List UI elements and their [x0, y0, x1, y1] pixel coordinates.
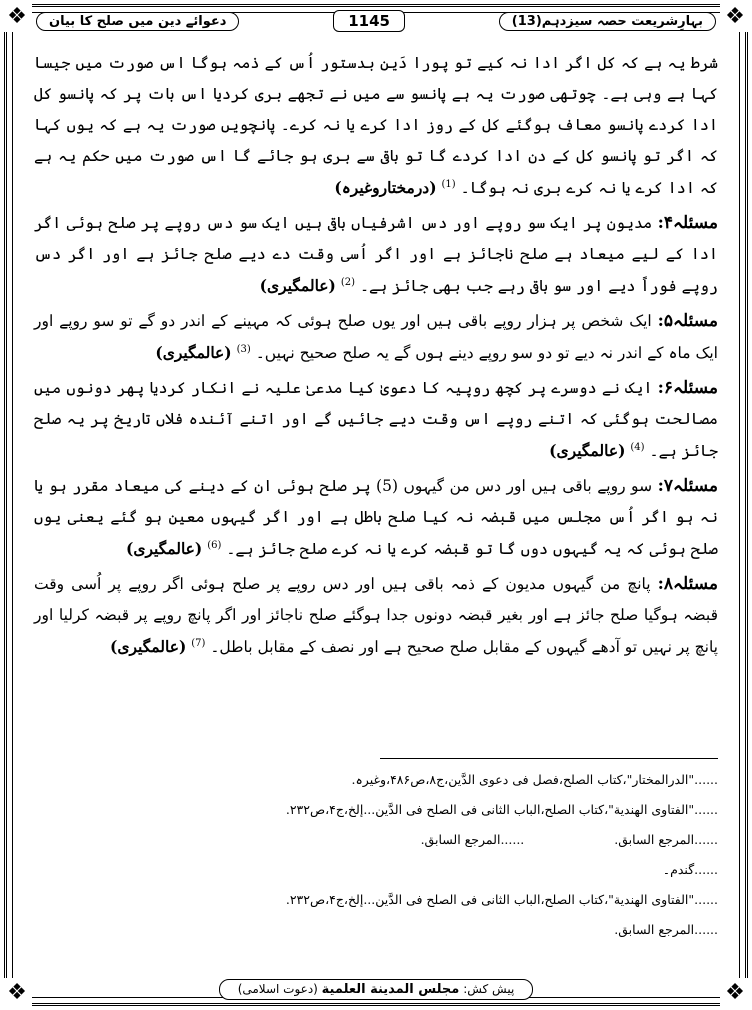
- citation: (عالمگیری): [549, 441, 626, 460]
- footnote-marker: (4): [630, 441, 645, 453]
- paragraph-text: ایک نے دوسرے پر کچھ روپیہ کا دعویٰ کیا مدعیٰ علیہ نے انکار کردیا پھر دونوں میں مصالحت ہوگئی کہ اتنے روپے اس وقت دیے جائیں گے اور اتنے آئندہ فلاں تاریخ پر یہ صلح جائز ہے۔: [34, 379, 718, 460]
- publisher-name: مجلس المدینة العلمیة: [321, 981, 460, 997]
- footnote: ......المرجع السابق.: [614, 922, 718, 937]
- masala-label: مسئلہ۸:: [657, 574, 718, 594]
- paragraph: [34, 471, 718, 565]
- paragraph-text: مدیون پر ایک سو روپے اور دس اشرفیاں باقی ہیں ایک سو دس روپے پر صلح ہوئی اگر ادا کے لیے میعاد ہے صلح ناجائز ہے اور اگر اُسی وقت دے دیے صلح جائز ہے اور اگر دس روپے فوراً دیے اور سو باقی رہے جب بھی جائز ہے۔: [34, 214, 718, 295]
- book-title: بہارِشریعت حصہ سیزدہم(13): [499, 12, 716, 31]
- main-text: [34, 48, 718, 667]
- footnote: ......گندم۔: [662, 862, 718, 877]
- citation: (عالمگیری): [126, 539, 203, 558]
- masala-label: مسئلہ۷:: [657, 476, 718, 496]
- paragraph: [34, 569, 718, 663]
- masala-label: مسئلہ۶:: [657, 378, 719, 398]
- footnote-marker: (2): [340, 276, 355, 288]
- corner-ornament-icon: ❖: [720, 978, 750, 1008]
- footnote-divider: [380, 758, 718, 759]
- paragraph: [34, 48, 718, 204]
- paragraph-text: ایک شخص پر ہزار روپے باقی ہیں اور یوں صلح ہوئی کہ مہینے کے اندر دو گے تو سو روپے اور ایک ماہ کے اندر نہ دیے تو دو سو روپے دینے ہوں گے یہ صلح صحیح نہیں۔: [34, 312, 718, 362]
- footnote-marker: (1): [441, 178, 456, 190]
- footnote-marker: (7): [191, 637, 206, 649]
- page-header: [36, 8, 716, 34]
- citation: (عالمگیری): [155, 343, 232, 362]
- page-number: 1145: [333, 10, 405, 32]
- publisher-suffix: (دعوت اسلامی): [237, 981, 318, 996]
- footer-prefix: پیش کش:: [463, 981, 515, 996]
- corner-ornament-icon: ❖: [720, 2, 750, 32]
- paragraph: [34, 306, 718, 369]
- footnotes: [34, 765, 718, 945]
- masala-label: مسئلہ۴:: [657, 213, 718, 233]
- footnote-marker: (6): [207, 539, 222, 551]
- footnote: ......"الفتاوی الھندیة"،کتاب الصلح،الباب الثانی فی الصلح فی الدَّین...إلخ،ج۴،ص۲۳۲.: [285, 802, 718, 817]
- chapter-title: دعوائے دین میں صلح کا بیان: [36, 12, 239, 31]
- page-footer: [0, 976, 752, 1002]
- publisher-box: [219, 979, 534, 1000]
- footnote: ......المرجع السابق.: [420, 832, 525, 847]
- paragraph: [34, 208, 718, 302]
- citation: (درمختاروغیرہ): [334, 178, 437, 197]
- footnote: ......المرجع السابق.: [614, 832, 718, 847]
- footnote: ......"الدرالمختار"،کتاب الصلح،فصل فی دعوی الدَّین،ج۸،ص۴۸۶،وغیرہ.: [351, 772, 718, 787]
- paragraph-text: پانچ من گیہوں مدیون کے ذمہ باقی ہیں اور دس روپے پر صلح ہوئی اگر روپے پر اُسی وقت قبضہ ہوگیا صلح جائز ہے اور بغیر قبضہ دونوں جدا ہوگئے صلح ناجائز اور اگر پانچ روپے پر قبضہ کرلیا اور پانچ پر نہیں تو آدھے گیہوں کے مقابل صلح صحیح ہے اور نصف کے مقابل باطل۔: [34, 575, 718, 656]
- citation: (عالمگیری): [110, 637, 187, 656]
- footnote-row: [34, 825, 718, 855]
- citation: (عالمگیری): [259, 276, 336, 295]
- paragraph-text: سو روپے باقی ہیں اور دس من گیہوں (5) پر صلح ہوئی ان کے دینے کی میعاد مقرر ہو یا نہ ہو اگر اُس مجلس میں قبضہ نہ کیا صلح باطل ہے اور اگر گیہوں معین ہو گئے یعنی یوں صلح ہوئی کہ یہ گیہوں دوں گا تو قبضہ کرے یا نہ کرے صلح جائز ہے۔: [34, 477, 718, 558]
- paragraph-text: شرط یہ ہے کہ کل اگر ادا نہ کیے تو پورا دَین بدستور اُس کے ذمہ ہوگا اس صورت میں جیسا کہا ہے وہی ہے۔ چوتھی صورت یہ ہے پانسو سے میں نے تجھے بری کردیا اس بات پر کہ پانسو کل ادا کردے پانسو معاف ہوگئے کل کے روز ادا کرے یا نہ کرے۔ پانچویں صورت یہ ہے کہ یوں کہا کہ اگر تو پانسو کل کے دن ادا کردے گا تو باقی سے بری ہو جائے گا اس صورت میں حکم یہ ہے کہ ادا کرے یا نہ کرے بری نہ ہوگا۔: [34, 54, 718, 197]
- footnote-marker: (3): [236, 343, 251, 355]
- paragraph: [34, 373, 718, 467]
- footnote: ......"الفتاوی الھندیة"،کتاب الصلح،الباب الثانی فی الصلح فی الدَّین...إلخ،ج۴،ص۲۳۲.: [285, 892, 718, 907]
- corner-ornament-icon: ❖: [2, 2, 32, 32]
- masala-label: مسئلہ۵:: [657, 311, 718, 331]
- corner-ornament-icon: ❖: [2, 978, 32, 1008]
